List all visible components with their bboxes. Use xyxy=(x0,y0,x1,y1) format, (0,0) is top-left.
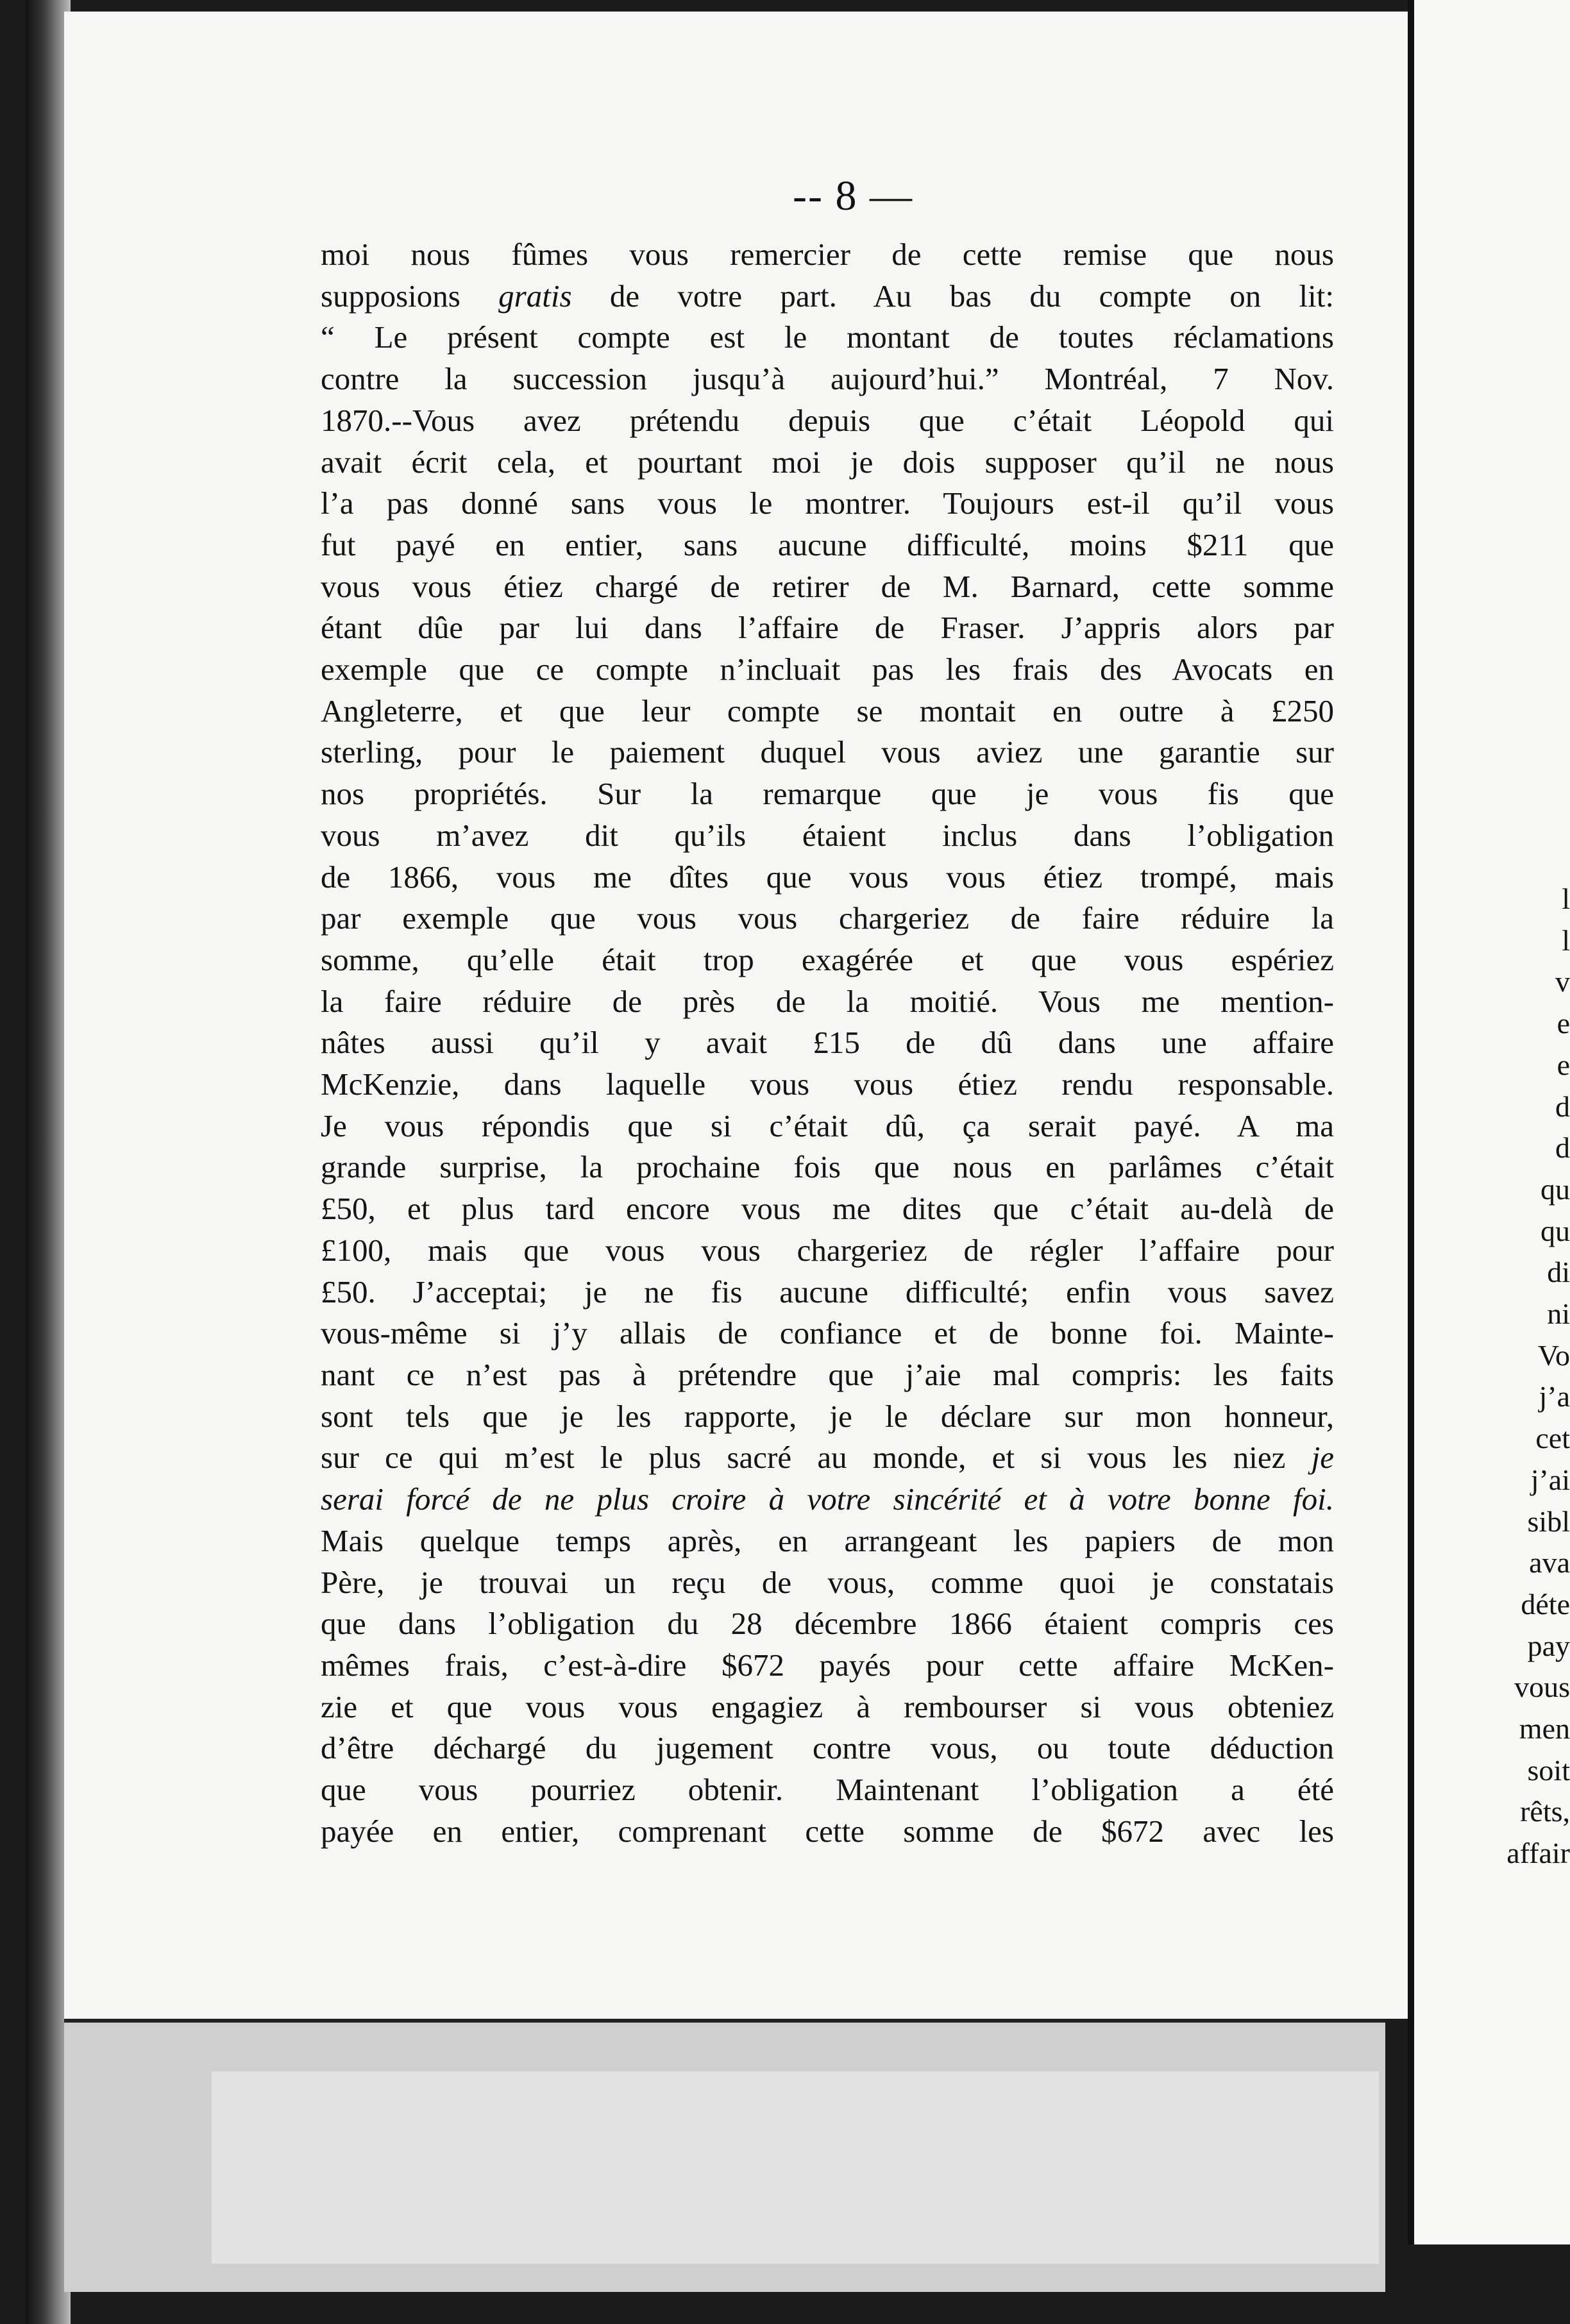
facing-page-text xyxy=(1494,879,1570,1874)
text-line xyxy=(321,898,1334,939)
facing-page-fragment: ni xyxy=(1547,1297,1570,1331)
italic-text: gratis xyxy=(498,278,572,314)
facing-page-fragment: cet xyxy=(1535,1422,1570,1455)
text-segment: Père, je trouvai un reçu de vous, comme quoi je constatais xyxy=(321,1564,1334,1600)
text-segment: contre la succession jusqu’à aujourd’hui.” Montréal, 7 Nov. xyxy=(321,361,1334,397)
text-line xyxy=(321,1520,1334,1562)
facing-page-fragment: l xyxy=(1562,882,1570,915)
text-line xyxy=(321,1728,1334,1769)
text-segment: exemple que ce compte n’incluait pas les frais des Avocats en xyxy=(321,652,1334,687)
facing-page-fragment: soit xyxy=(1527,1753,1570,1787)
text-segment: de 1866, vous me dîtes que vous vous étiez trompé, mais xyxy=(321,859,1334,895)
italic-text: je xyxy=(1311,1440,1334,1476)
text-line xyxy=(321,317,1334,358)
text-segment: vous vous étiez chargé de retirer de M. Barnard, cette somme xyxy=(321,568,1334,604)
facing-page-fragment: vous xyxy=(1514,1671,1570,1704)
text-segment: 1870.--Vous avez prétendu depuis que c’était Léopold qui xyxy=(321,402,1334,438)
text-segment: £100, mais que vous vous chargeriez de régler l’affaire pour xyxy=(321,1232,1334,1268)
text-segment: étant dûe par lui dans l’affaire de Fraser. J’appris alors par xyxy=(321,610,1334,646)
text-segment: sont tels que je les rapporte, je le déclare sur mon honneur, xyxy=(321,1398,1334,1434)
text-line xyxy=(321,1811,1334,1853)
text-line xyxy=(321,276,1334,317)
text-line xyxy=(321,691,1334,732)
text-line xyxy=(321,939,1334,981)
text-line xyxy=(321,1396,1334,1438)
facing-page-fragment: d xyxy=(1555,1131,1570,1165)
text-segment: “ Le présent compte est le montant de toutes réclamations xyxy=(321,319,1334,355)
text-segment: vous m’avez dit qu’ils étaient inclus dans l’obligation xyxy=(321,817,1334,853)
text-line xyxy=(321,815,1334,857)
text-line xyxy=(321,1147,1334,1188)
text-line xyxy=(321,1230,1334,1272)
text-line xyxy=(321,1769,1334,1811)
text-segment: sur ce qui m’est le plus sacré au monde, et si vous les niez xyxy=(321,1440,1312,1476)
text-line xyxy=(321,732,1334,773)
text-segment: supposions xyxy=(321,278,499,314)
text-segment: que dans l’obligation du 28 décembre 1866 étaient compris ces xyxy=(321,1606,1334,1642)
text-segment: nâtes aussi qu’il y avait £15 de dû dans une affaire xyxy=(321,1025,1334,1061)
facing-page-fragment: j’a xyxy=(1539,1380,1570,1413)
text-line xyxy=(321,857,1334,898)
text-segment: que vous pourriez obtenir. Maintenant l’obligation a été xyxy=(321,1772,1334,1808)
facing-page-fragment: j’ai xyxy=(1530,1463,1570,1496)
text-segment: par exemple que vous vous chargeriez de faire réduire la xyxy=(321,900,1334,936)
text-line xyxy=(321,483,1334,525)
facing-page-fragment: déte xyxy=(1521,1587,1570,1621)
text-line xyxy=(321,234,1334,276)
text-line xyxy=(321,525,1334,566)
facing-page-fragment: v xyxy=(1555,965,1570,998)
facing-page-fragment: rêts, xyxy=(1520,1795,1570,1828)
text-segment: la faire réduire de près de la moitié. Vous me mention- xyxy=(321,983,1334,1019)
facing-page-fragment: pay xyxy=(1527,1629,1570,1662)
italic-text: serai forcé de ne plus croire à votre sincérité et à votre bonne foi. xyxy=(321,1481,1334,1517)
text-line xyxy=(321,1437,1334,1479)
text-segment: l’a pas donné sans vous le montrer. Toujours est-il qu’il vous xyxy=(321,485,1334,521)
text-line xyxy=(321,1603,1334,1645)
facing-page-fragment: Vo xyxy=(1537,1338,1570,1372)
text-segment: Mais quelque temps après, en arrangeant les papiers de mon xyxy=(321,1522,1334,1558)
text-segment: McKenzie, dans laquelle vous vous étiez rendu responsable. xyxy=(321,1066,1334,1102)
body-paragraph xyxy=(321,234,1334,1852)
page-underlay xyxy=(212,2071,1379,2264)
text-line xyxy=(321,1562,1334,1604)
text-line xyxy=(321,566,1334,608)
text-segment: somme, qu’elle était trop exagérée et que vous espériez xyxy=(321,941,1334,977)
text-segment: vous-même si j’y allais de confiance et de bonne foi. Mainte- xyxy=(321,1315,1334,1351)
text-line xyxy=(321,1354,1334,1396)
text-line xyxy=(321,1272,1334,1313)
text-line xyxy=(321,1188,1334,1230)
text-segment: de votre part. Au bas du compte on lit: xyxy=(571,278,1334,314)
facing-page-fragment: ava xyxy=(1529,1546,1570,1579)
text-segment: d’être déchargé du jugement contre vous, ou toute déduction xyxy=(321,1730,1334,1766)
text-segment: sterling, pour le paiement duquel vous aviez une garantie sur xyxy=(321,734,1334,770)
text-line xyxy=(321,981,1334,1023)
text-segment: Je vous répondis que si c’était dû, ça serait payé. A ma xyxy=(321,1107,1334,1143)
page-number: -- 8 — xyxy=(793,173,913,219)
text-line xyxy=(321,1064,1334,1106)
facing-page-fragment: qu xyxy=(1540,1172,1570,1206)
facing-page-fragment: di xyxy=(1547,1256,1570,1289)
text-line xyxy=(321,1479,1334,1520)
facing-page-fragment: men xyxy=(1519,1712,1570,1746)
text-line xyxy=(321,773,1334,815)
text-segment: moi nous fûmes vous remercier de cette remise que nous xyxy=(321,237,1334,272)
text-line xyxy=(321,607,1334,649)
text-line xyxy=(321,1687,1334,1728)
text-segment: nos propriétés. Sur la remarque que je vous fis que xyxy=(321,776,1334,812)
facing-page-fragment: d xyxy=(1555,1090,1570,1123)
text-line xyxy=(321,400,1334,442)
text-segment: avait écrit cela, et pourtant moi je dois supposer qu’il ne nous xyxy=(321,444,1334,480)
text-segment: Angleterre, et que leur compte se montait en outre à £250 xyxy=(321,693,1334,728)
text-line xyxy=(321,649,1334,691)
facing-page-fragment: qu xyxy=(1540,1214,1570,1247)
text-segment: mêmes frais, c’est-à-dire $672 payés pour cette affaire McKen- xyxy=(321,1647,1334,1683)
facing-page-fragment: affair xyxy=(1507,1837,1570,1870)
facing-page-fragment: e xyxy=(1557,1007,1570,1040)
text-segment: zie et que vous vous engagiez à rembourser si vous obteniez xyxy=(321,1688,1334,1724)
text-line xyxy=(321,442,1334,484)
text-line xyxy=(321,1313,1334,1354)
text-line xyxy=(321,358,1334,400)
facing-page-fragment: l xyxy=(1562,923,1570,957)
text-segment: £50, et plus tard encore vous me dites que c’était au-delà de xyxy=(321,1191,1334,1227)
text-line xyxy=(321,1645,1334,1687)
facing-page-fragment: e xyxy=(1557,1048,1570,1081)
text-line xyxy=(321,1022,1334,1064)
text-segment: fut payé en entier, sans aucune difficulté, moins $211 que xyxy=(321,526,1334,562)
text-segment: nant ce n’est pas à prétendre que j’aie mal compris: les faits xyxy=(321,1356,1334,1392)
text-segment: grande surprise, la prochaine fois que nous en parlâmes c’était xyxy=(321,1149,1334,1185)
text-segment: £50. J’acceptai; je ne fis aucune difficulté; enfin vous savez xyxy=(321,1274,1334,1309)
facing-page-fragment: sibl xyxy=(1527,1504,1570,1538)
text-segment: payée en entier, comprenant cette somme de $672 avec les xyxy=(321,1813,1334,1849)
text-line xyxy=(321,1106,1334,1147)
